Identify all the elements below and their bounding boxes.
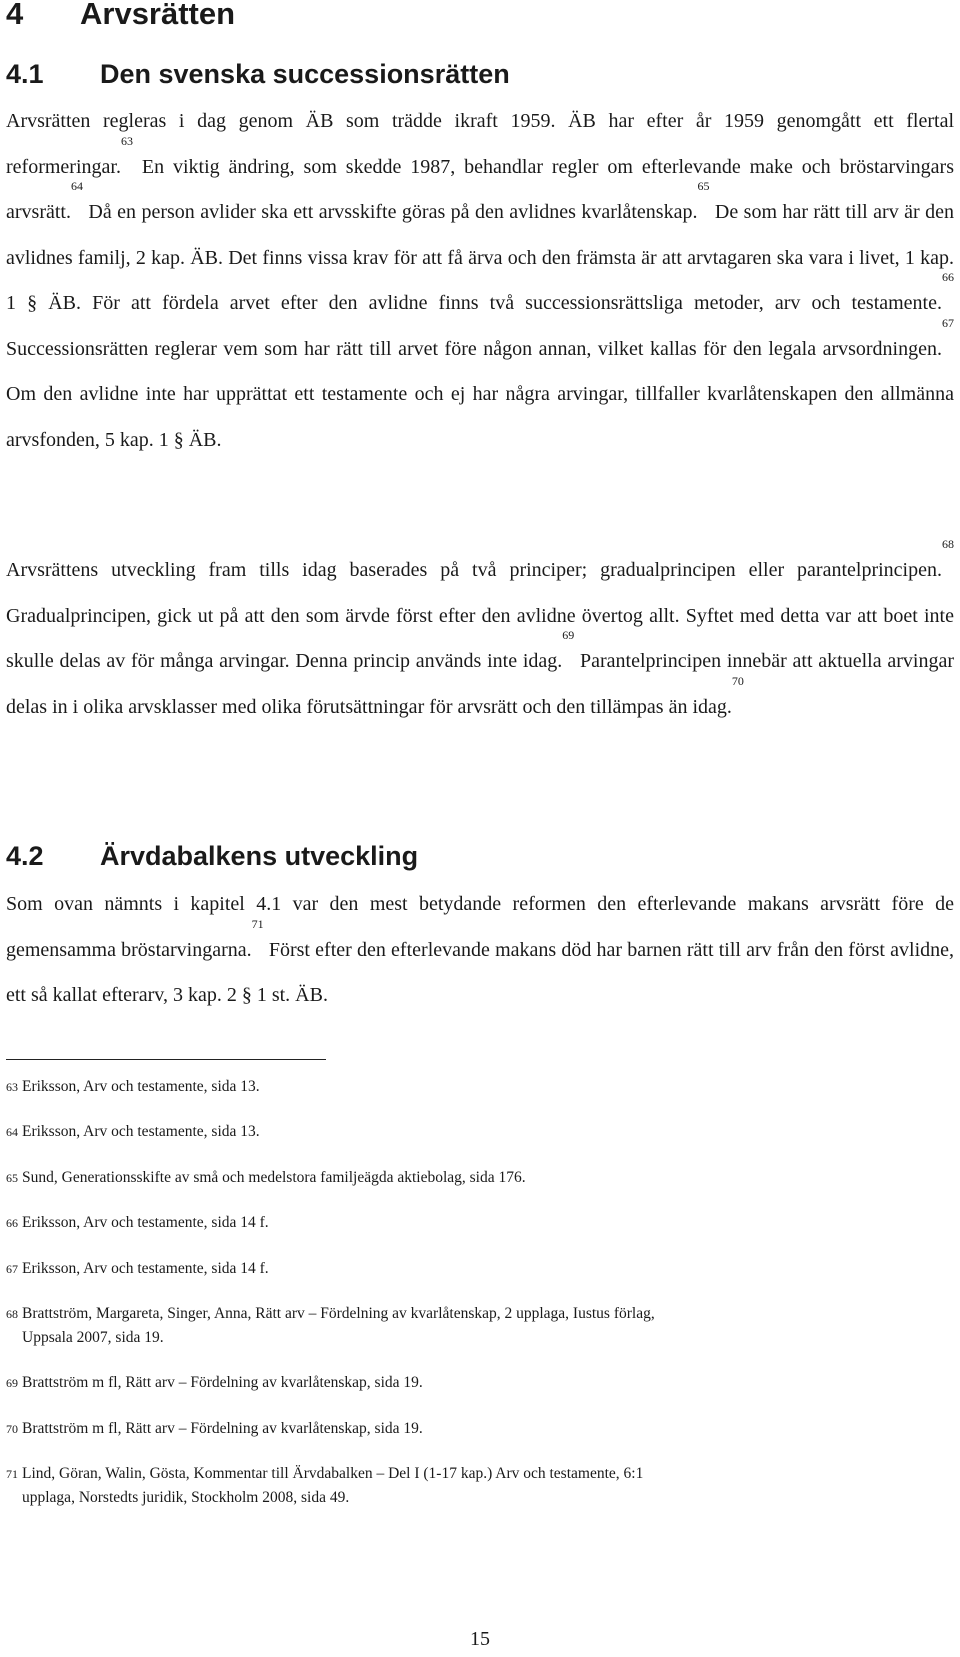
footnote-number: 71	[6, 1467, 18, 1481]
text-run: En viktig ändring, som skedde 1987, behandlar regler om efterlevande make och bröstarvingars arvsrätt.	[6, 155, 954, 223]
text-run: Gradualprincipen, gick ut på att den som ärvde först efter den avlidne övertog allt. Syftet med detta var att boet inte skulle delas av för många arvingar. Denna princip används inte idag.	[6, 604, 954, 672]
footnote-66	[6, 1211, 954, 1235]
footnote-text: Brattström, Margareta, Singer, Anna, Rätt arv – Fördelning av kvarlåtenskap, 2 upplaga, Iustus förlag,	[22, 1305, 655, 1322]
section-title: Ärvdabalkens utveckling	[100, 841, 419, 871]
section-heading-4-2	[6, 840, 418, 872]
footnote-separator	[6, 1059, 326, 1060]
footnote-number: 70	[6, 1422, 18, 1436]
footnote-ref[interactable]: 68	[942, 537, 954, 551]
page-number: 15	[470, 1628, 490, 1650]
paragraph-2	[6, 537, 954, 730]
footnote-ref[interactable]: 69	[562, 628, 575, 642]
section-number: 4.2	[6, 841, 44, 871]
footnote-text: Eriksson, Arv och testamente, sida 14 f.	[22, 1214, 269, 1231]
chapter-title: Arvsrätten	[80, 0, 236, 31]
footnote-text: Eriksson, Arv och testamente, sida 14 f.	[22, 1260, 269, 1277]
footnote-ref[interactable]: 71	[251, 916, 264, 931]
footnote-65	[6, 1166, 954, 1190]
paragraph-3	[6, 882, 954, 1019]
footnote-number: 66	[6, 1216, 18, 1230]
chapter-number: 4	[6, 0, 24, 31]
footnote-number: 69	[6, 1376, 18, 1390]
section-title: Den svenska successionsrätten	[100, 59, 510, 89]
footnote-number: 68	[6, 1307, 18, 1321]
footnote-ref[interactable]: 66	[942, 270, 954, 284]
footnote-text-continued: upplaga, Norstedts juridik, Stockholm 2008, sida 49.	[22, 1489, 350, 1506]
section-number: 4.1	[6, 59, 44, 89]
footnote-64	[6, 1120, 954, 1144]
footnote-ref[interactable]: 67	[942, 315, 954, 330]
text-run: Om den avlidne inte har upprättat ett testamente och ej har några arvingar, tillfaller kvarlåtenskapen den allmänna arvsfonden, 5 kap. 1 § ÄB.	[6, 383, 954, 451]
text-run: De som har rätt till arv är den avlidnes familj, 2 kap. ÄB. Det finns vissa krav för att få ärva och den främsta är att arvtagaren ska vara i livet, 1 kap. 1 § ÄB. För att fördela arvet efter den avlidne finns två successionsrättsliga metoder, arv och testamente.	[6, 201, 954, 314]
text-run: Successionsrätten reglerar vem som har rätt till arvet före någon annan, vilket kallas för den legala arvsordningen.	[6, 337, 942, 360]
footnote-number: 64	[6, 1125, 18, 1139]
footnote-71	[6, 1462, 954, 1510]
footnote-68	[6, 1302, 954, 1350]
footnote-text-continued: Uppsala 2007, sida 19.	[22, 1329, 164, 1346]
text-run: Arvsrättens utveckling fram tills idag baserades på två principer; gradualprincipen eller parantelprincipen.	[6, 559, 942, 581]
footnote-ref[interactable]: 70	[731, 673, 744, 688]
footnote-ref[interactable]: 65	[697, 179, 710, 193]
footnote-ref[interactable]: 64	[70, 179, 83, 193]
text-run: Arvsrätten regleras i dag genom ÄB som trädde ikraft 1959. ÄB har efter år 1959 genomgått ett flertal reformeringar.	[6, 110, 954, 178]
paragraph-1	[6, 99, 954, 463]
footnote-number: 67	[6, 1262, 18, 1276]
footnote-number: 63	[6, 1080, 18, 1094]
footnote-text: Lind, Göran, Walin, Gösta, Kommentar till Ärvdabalken – Del I (1-17 kap.) Arv och testamente, 6:1	[22, 1465, 644, 1482]
footnote-70	[6, 1417, 954, 1441]
footnote-text: Brattström m fl, Rätt arv – Fördelning av kvarlåtenskap, sida 19.	[22, 1374, 423, 1391]
text-run: Först efter den efterlevande makans död har barnen rätt till arv från den först avlidne, ett så kallat efterarv, 3 kap. 2 § 1 st. ÄB.	[6, 938, 955, 1006]
footnote-69	[6, 1371, 954, 1395]
text-run: Då en person avlider ska ett arvsskifte göras på den avlidnes kvarlåtenskap.	[82, 201, 698, 223]
footnote-67	[6, 1257, 954, 1281]
section-heading-4-1	[6, 58, 510, 90]
text-run: Parantelprincipen innebär att aktuella arvingar delas in i olika arvsklasser med olika förutsättningar för arvsrätt och den tillämpas än idag.	[6, 650, 954, 718]
footnote-ref[interactable]: 63	[120, 133, 133, 148]
footnote-number: 65	[6, 1171, 18, 1185]
text-run: Som ovan nämnts i kapitel 4.1 var den mest betydande reformen den efterlevande makans arvsrätt före de gemensamma bröstarvingarna.	[6, 893, 954, 961]
chapter-heading	[6, 0, 235, 32]
footnote-63	[6, 1075, 954, 1099]
footnote-text: Eriksson, Arv och testamente, sida 13.	[22, 1078, 260, 1095]
footnote-text: Eriksson, Arv och testamente, sida 13.	[22, 1123, 260, 1140]
footnote-text: Brattström m fl, Rätt arv – Fördelning av kvarlåtenskap, sida 19.	[22, 1420, 423, 1437]
footnote-text: Sund, Generationsskifte av små och medelstora familjeägda aktiebolag, sida 176.	[22, 1169, 526, 1186]
